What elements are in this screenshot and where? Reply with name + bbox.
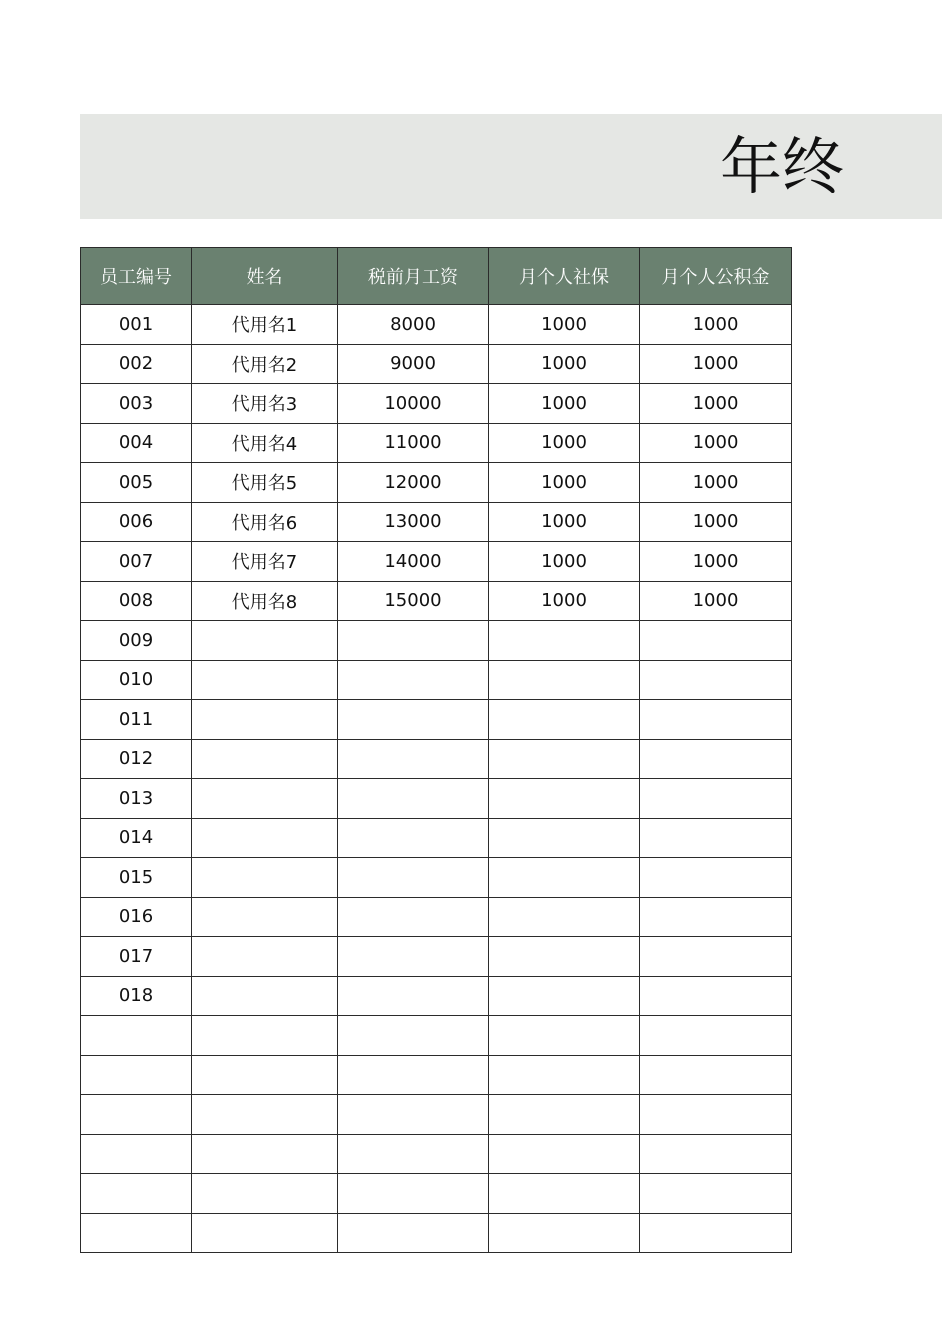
cell-name[interactable] — [192, 1174, 338, 1214]
table-row — [81, 1016, 792, 1056]
cell-name[interactable] — [192, 779, 338, 819]
cell-social-insurance[interactable] — [489, 858, 640, 898]
cell-social-insurance[interactable] — [489, 1016, 640, 1056]
cell-housing-fund[interactable]: 1000 — [640, 542, 792, 582]
cell-employee-id[interactable] — [81, 1213, 192, 1253]
table-row — [81, 897, 792, 937]
cell-name[interactable] — [192, 1134, 338, 1174]
table-row — [81, 779, 792, 819]
cell-name[interactable] — [192, 858, 338, 898]
cell-pretax-salary[interactable]: 10000 — [338, 384, 489, 424]
cell-name[interactable] — [192, 818, 338, 858]
cell-housing-fund[interactable] — [640, 818, 792, 858]
cell-pretax-salary[interactable]: 8000 — [338, 305, 489, 345]
table-row — [81, 463, 792, 503]
cell-social-insurance[interactable] — [489, 1055, 640, 1095]
cell-employee-id[interactable]: 004 — [81, 423, 192, 463]
header-row — [81, 248, 792, 305]
table-row — [81, 976, 792, 1016]
cell-pretax-salary[interactable] — [338, 1055, 489, 1095]
cell-name[interactable] — [192, 1055, 338, 1095]
cell-housing-fund[interactable]: 1000 — [640, 502, 792, 542]
cell-employee-id[interactable] — [81, 1174, 192, 1214]
cell-pretax-salary[interactable] — [338, 897, 489, 937]
cell-pretax-salary[interactable] — [338, 779, 489, 819]
cell-employee-id[interactable]: 013 — [81, 779, 192, 819]
cell-pretax-salary[interactable] — [338, 660, 489, 700]
cell-housing-fund[interactable] — [640, 976, 792, 1016]
table-row — [81, 344, 792, 384]
table-row — [81, 423, 792, 463]
cell-name[interactable] — [192, 660, 338, 700]
cell-social-insurance[interactable] — [489, 1134, 640, 1174]
cell-pretax-salary[interactable]: 13000 — [338, 502, 489, 542]
cell-pretax-salary[interactable] — [338, 818, 489, 858]
cell-name[interactable]: 代用名7 — [192, 542, 338, 582]
sheet-title: 年终 — [720, 130, 845, 203]
cell-employee-id[interactable] — [81, 1016, 192, 1056]
table-row — [81, 621, 792, 661]
cell-social-insurance[interactable]: 1000 — [489, 384, 640, 424]
cell-social-insurance[interactable] — [489, 660, 640, 700]
cell-housing-fund[interactable]: 1000 — [640, 423, 792, 463]
cell-housing-fund[interactable] — [640, 858, 792, 898]
cell-pretax-salary[interactable]: 15000 — [338, 581, 489, 621]
cell-employee-id[interactable]: 008 — [81, 581, 192, 621]
cell-name[interactable]: 代用名2 — [192, 344, 338, 384]
cell-employee-id[interactable]: 014 — [81, 818, 192, 858]
cell-pretax-salary[interactable]: 12000 — [338, 463, 489, 503]
table-row — [81, 660, 792, 700]
title-clip — [80, 114, 845, 219]
cell-housing-fund[interactable] — [640, 937, 792, 977]
cell-housing-fund[interactable] — [640, 700, 792, 740]
title-band — [80, 114, 942, 219]
cell-pretax-salary[interactable] — [338, 1095, 489, 1135]
cell-pretax-salary[interactable] — [338, 1134, 489, 1174]
cell-name[interactable]: 代用名6 — [192, 502, 338, 542]
table-row — [81, 858, 792, 898]
cell-social-insurance[interactable] — [489, 621, 640, 661]
cell-social-insurance[interactable] — [489, 1174, 640, 1214]
cell-employee-id[interactable]: 005 — [81, 463, 192, 503]
cell-name[interactable] — [192, 700, 338, 740]
table-row — [81, 1213, 792, 1253]
cell-name[interactable]: 代用名4 — [192, 423, 338, 463]
cell-housing-fund[interactable] — [640, 1055, 792, 1095]
table-row — [81, 384, 792, 424]
cell-social-insurance[interactable] — [489, 937, 640, 977]
cell-social-insurance[interactable]: 1000 — [489, 542, 640, 582]
cell-name[interactable] — [192, 621, 338, 661]
table-row — [81, 818, 792, 858]
table-row — [81, 1095, 792, 1135]
cell-employee-id[interactable]: 009 — [81, 621, 192, 661]
cell-social-insurance[interactable] — [489, 976, 640, 1016]
table-row — [81, 739, 792, 779]
cell-pretax-salary[interactable] — [338, 1213, 489, 1253]
cell-pretax-salary[interactable] — [338, 621, 489, 661]
cell-employee-id[interactable]: 001 — [81, 305, 192, 345]
cell-housing-fund[interactable] — [640, 1174, 792, 1214]
cell-employee-id[interactable] — [81, 1095, 192, 1135]
cell-housing-fund[interactable] — [640, 897, 792, 937]
table-row — [81, 937, 792, 977]
cell-social-insurance[interactable]: 1000 — [489, 581, 640, 621]
cell-employee-id[interactable]: 012 — [81, 739, 192, 779]
cell-social-insurance[interactable]: 1000 — [489, 463, 640, 503]
cell-housing-fund[interactable] — [640, 1095, 792, 1135]
table-body — [81, 305, 792, 1253]
cell-name[interactable]: 代用名1 — [192, 305, 338, 345]
header-pretax-salary[interactable]: 税前月工资 — [338, 248, 489, 305]
cell-social-insurance[interactable] — [489, 897, 640, 937]
cell-housing-fund[interactable]: 1000 — [640, 344, 792, 384]
cell-housing-fund[interactable]: 1000 — [640, 581, 792, 621]
cell-employee-id[interactable]: 007 — [81, 542, 192, 582]
cell-employee-id[interactable]: 002 — [81, 344, 192, 384]
cell-name[interactable] — [192, 1213, 338, 1253]
table-row — [81, 1134, 792, 1174]
table-row — [81, 1174, 792, 1214]
cell-name[interactable]: 代用名5 — [192, 463, 338, 503]
cell-social-insurance[interactable]: 1000 — [489, 344, 640, 384]
cell-name[interactable]: 代用名8 — [192, 581, 338, 621]
cell-housing-fund[interactable] — [640, 1134, 792, 1174]
cell-housing-fund[interactable] — [640, 1213, 792, 1253]
cell-employee-id[interactable] — [81, 1134, 192, 1174]
cell-pretax-salary[interactable]: 11000 — [338, 423, 489, 463]
cell-housing-fund[interactable] — [640, 1016, 792, 1056]
payroll-table — [80, 247, 792, 1253]
cell-housing-fund[interactable] — [640, 779, 792, 819]
cell-social-insurance[interactable] — [489, 1213, 640, 1253]
cell-pretax-salary[interactable]: 9000 — [338, 344, 489, 384]
cell-pretax-salary[interactable] — [338, 1016, 489, 1056]
cell-social-insurance[interactable]: 1000 — [489, 502, 640, 542]
table-row — [81, 542, 792, 582]
table-row — [81, 581, 792, 621]
cell-housing-fund[interactable] — [640, 660, 792, 700]
cell-name[interactable] — [192, 739, 338, 779]
cell-employee-id[interactable]: 006 — [81, 502, 192, 542]
cell-housing-fund[interactable]: 1000 — [640, 305, 792, 345]
cell-social-insurance[interactable] — [489, 818, 640, 858]
cell-pretax-salary[interactable] — [338, 1174, 489, 1214]
table-row — [81, 305, 792, 345]
cell-pretax-salary[interactable]: 14000 — [338, 542, 489, 582]
cell-name[interactable] — [192, 1016, 338, 1056]
cell-housing-fund[interactable] — [640, 739, 792, 779]
cell-pretax-salary[interactable] — [338, 700, 489, 740]
cell-name[interactable] — [192, 897, 338, 937]
cell-housing-fund[interactable]: 1000 — [640, 384, 792, 424]
cell-employee-id[interactable]: 010 — [81, 660, 192, 700]
cell-employee-id[interactable]: 018 — [81, 976, 192, 1016]
table-row — [81, 502, 792, 542]
cell-name[interactable]: 代用名3 — [192, 384, 338, 424]
cell-pretax-salary[interactable] — [338, 858, 489, 898]
cell-name[interactable] — [192, 937, 338, 977]
cell-social-insurance[interactable] — [489, 700, 640, 740]
header-name[interactable]: 姓名 — [192, 248, 338, 305]
cell-pretax-salary[interactable] — [338, 937, 489, 977]
cell-employee-id[interactable]: 016 — [81, 897, 192, 937]
cell-social-insurance[interactable]: 1000 — [489, 305, 640, 345]
cell-name[interactable] — [192, 976, 338, 1016]
table-row — [81, 1055, 792, 1095]
header-employee-id[interactable]: 员工编号 — [81, 248, 192, 305]
cell-employee-id[interactable] — [81, 1055, 192, 1095]
cell-social-insurance[interactable] — [489, 779, 640, 819]
header-social-insurance[interactable]: 月个人社保 — [489, 248, 640, 305]
header-housing-fund[interactable]: 月个人公积金 — [640, 248, 792, 305]
cell-employee-id[interactable]: 011 — [81, 700, 192, 740]
table-row — [81, 700, 792, 740]
cell-housing-fund[interactable] — [640, 621, 792, 661]
cell-social-insurance[interactable]: 1000 — [489, 423, 640, 463]
cell-social-insurance[interactable] — [489, 1095, 640, 1135]
cell-social-insurance[interactable] — [489, 739, 640, 779]
cell-employee-id[interactable]: 003 — [81, 384, 192, 424]
cell-employee-id[interactable]: 017 — [81, 937, 192, 977]
cell-housing-fund[interactable]: 1000 — [640, 463, 792, 503]
cell-name[interactable] — [192, 1095, 338, 1135]
cell-pretax-salary[interactable] — [338, 976, 489, 1016]
cell-employee-id[interactable]: 015 — [81, 858, 192, 898]
cell-pretax-salary[interactable] — [338, 739, 489, 779]
